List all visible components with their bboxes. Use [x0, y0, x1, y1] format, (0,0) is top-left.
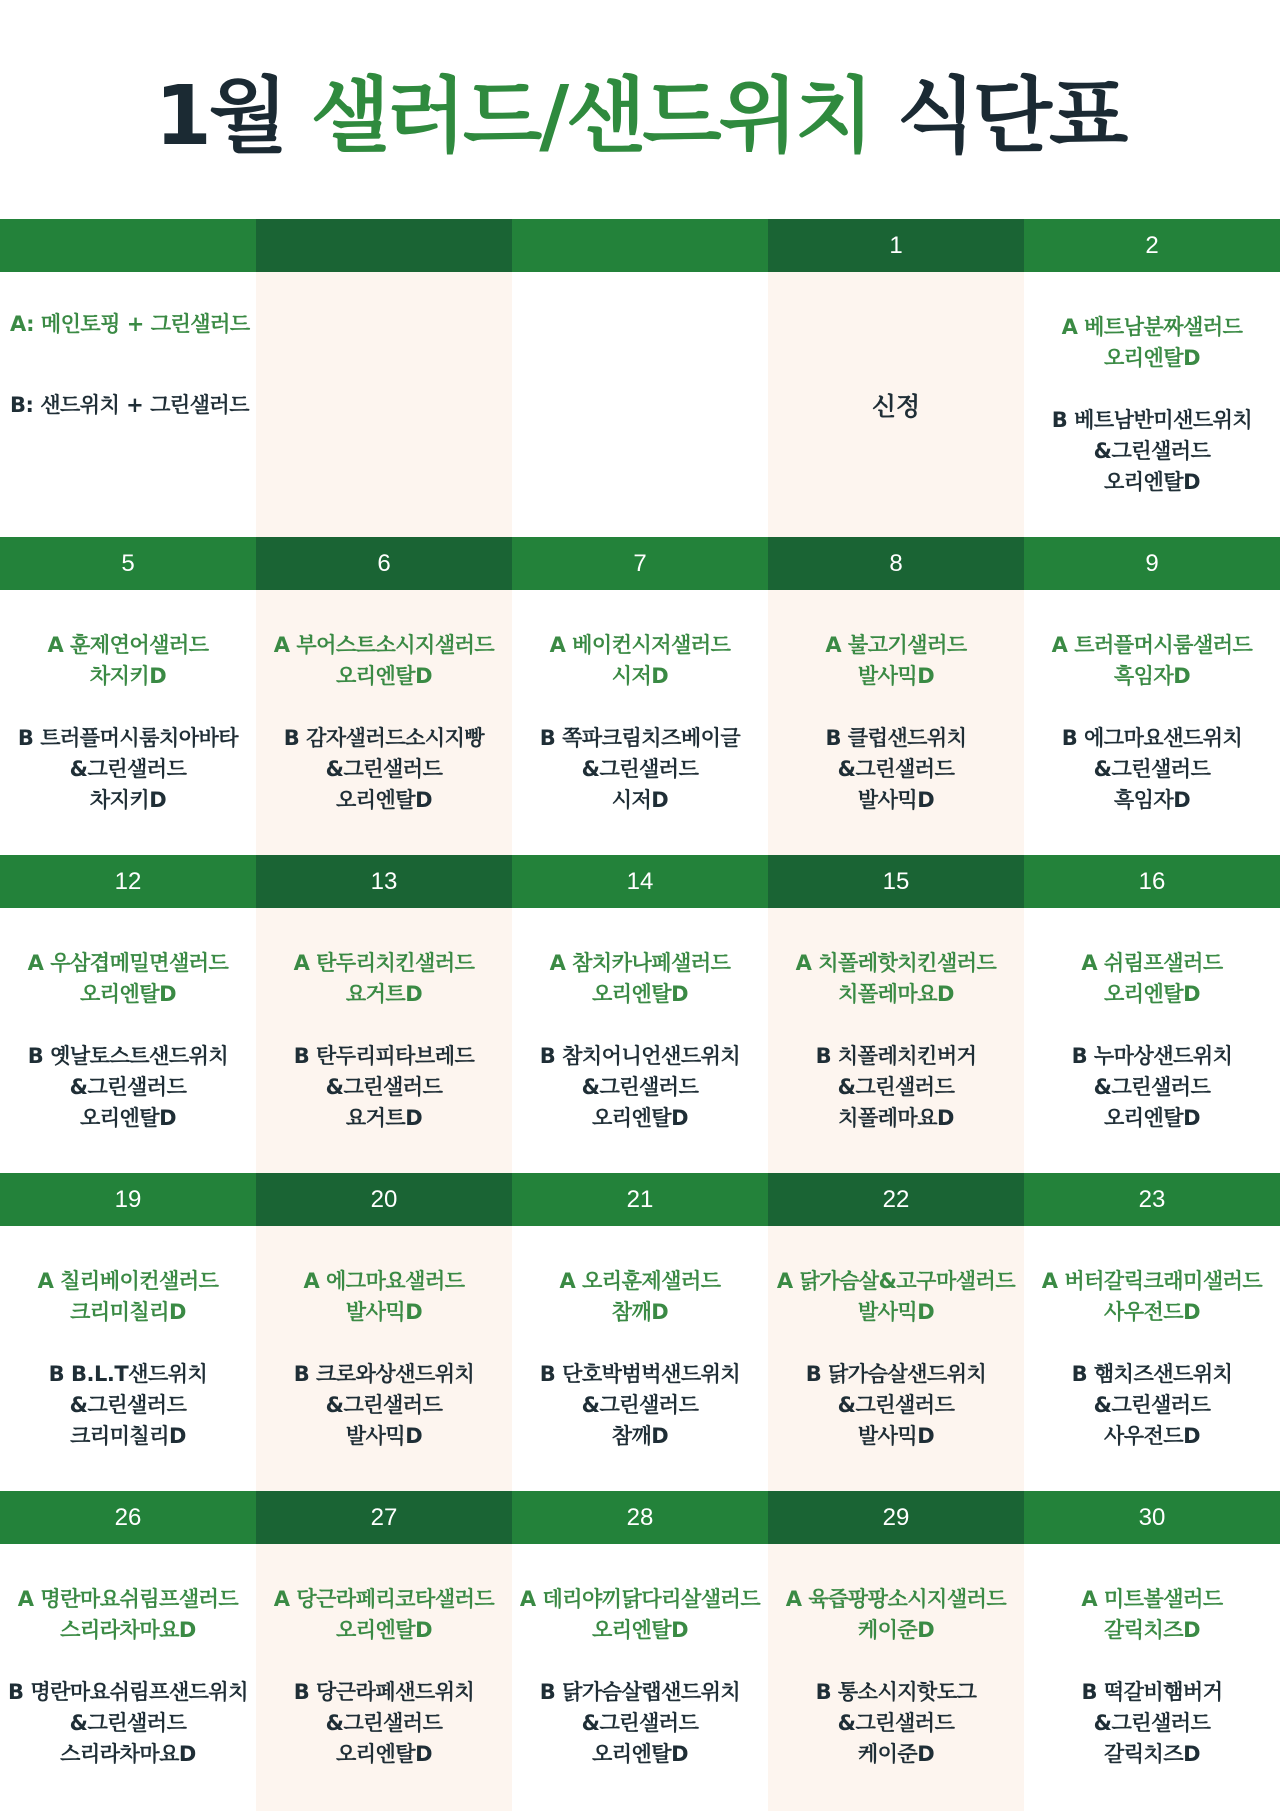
- day-cell-holiday: [768, 272, 1024, 537]
- menu-a-dressing: 갈릭치즈D: [1103, 1617, 1201, 1642]
- menu-b-name: B 트러플머시룸치아바타: [17, 725, 239, 750]
- menu-b-side: &그린샐러드: [1093, 1392, 1211, 1417]
- menu-a-dressing: 시저D: [611, 663, 669, 688]
- date-header: 22: [768, 1173, 1024, 1226]
- menu-b-name: B 치폴레치킨버거: [815, 1043, 977, 1068]
- menu-b-side: &그린샐러드: [69, 1392, 187, 1417]
- week-header-row: [0, 1173, 1280, 1226]
- day-cell: [768, 908, 1024, 1173]
- menu-b-name: B 쪽파크림치즈베이글: [539, 725, 741, 750]
- menu-a-name: A 부어스트소시지샐러드: [273, 632, 495, 657]
- day-cell: [512, 1544, 768, 1809]
- menu-a-name: A 데리야끼닭다리살샐러드: [519, 1586, 761, 1611]
- menu-b-side: &그린샐러드: [581, 1074, 699, 1099]
- menu-b-side: &그린샐러드: [1093, 1710, 1211, 1735]
- day-cell: [1024, 590, 1280, 855]
- menu-a-dressing: 발사믹D: [345, 1299, 423, 1324]
- menu-b-dressing: 오리엔탈D: [1103, 1105, 1201, 1130]
- menu-a-dressing: 오리엔탈D: [335, 663, 433, 688]
- menu-a-name: A 우삼겹메밀면샐러드: [27, 950, 229, 975]
- menu-b-name: B 크로와상샌드위치: [293, 1361, 475, 1386]
- menu-a-dressing: 오리엔탈D: [591, 1617, 689, 1642]
- menu-a-name: A 육즙팡팡소시지샐러드: [785, 1586, 1007, 1611]
- day-cell: [0, 908, 256, 1173]
- menu-b-dressing: 오리엔탈D: [335, 1741, 433, 1766]
- date-header: 5: [0, 537, 256, 590]
- menu-b-dressing: 오리엔탈D: [591, 1741, 689, 1766]
- menu-b-side: &그린샐러드: [581, 756, 699, 781]
- menu-a-name: A 오리훈제샐러드: [559, 1268, 721, 1293]
- day-cell: [0, 1544, 256, 1809]
- menu-a-dressing: 오리엔탈D: [79, 981, 177, 1006]
- menu-b-name: B B.L.T샌드위치: [48, 1361, 208, 1386]
- menu-b-side: &그린샐러드: [837, 1392, 955, 1417]
- day-cell: [1024, 272, 1280, 537]
- menu-b-side: &그린샐러드: [581, 1392, 699, 1417]
- title-highlight: 샐러드/샌드위치: [310, 69, 872, 164]
- date-header: 26: [0, 1491, 256, 1544]
- menu-a-dressing: 치폴레마요D: [838, 981, 954, 1006]
- legend-option-a: A: 메인토핑 + 그린샐러드: [10, 312, 250, 336]
- menu-b-dressing: 오리엔탈D: [591, 1105, 689, 1130]
- menu-b-side: &그린샐러드: [581, 1710, 699, 1735]
- date-header: 20: [256, 1173, 512, 1226]
- menu-b-dressing: 크리미칠리D: [70, 1423, 186, 1448]
- menu-a-dressing: 오리엔탈D: [1103, 981, 1201, 1006]
- menu-a-dressing: 스리라차마요D: [60, 1617, 196, 1642]
- week-header-row: [0, 1491, 1280, 1544]
- holiday-label: 신정: [871, 391, 921, 421]
- menu-b-side: &그린샐러드: [69, 1074, 187, 1099]
- menu-a-name: A 베트남분짜샐러드: [1061, 314, 1243, 339]
- menu-b-side: &그린샐러드: [837, 1710, 955, 1735]
- menu-a-dressing: 참깨D: [611, 1299, 669, 1324]
- menu-a-name: A 참치카나페샐러드: [549, 950, 731, 975]
- week-header-row: [0, 219, 1280, 272]
- menu-b-dressing: 요거트D: [345, 1105, 423, 1130]
- menu-b-dressing: 오리엔탈D: [335, 787, 433, 812]
- date-header: 1: [768, 219, 1024, 272]
- date-header: 23: [1024, 1173, 1280, 1226]
- menu-b-side: &그린샐러드: [837, 1074, 955, 1099]
- menu-a-dressing: 오리엔탈D: [591, 981, 689, 1006]
- menu-a-name: A 트러플머시룸샐러드: [1051, 632, 1253, 657]
- menu-a-dressing: 발사믹D: [857, 1299, 935, 1324]
- menu-b-side: &그린샐러드: [837, 756, 955, 781]
- page-title: [0, 62, 1280, 172]
- menu-a-dressing: 오리엔탈D: [335, 1617, 433, 1642]
- menu-legend: [0, 272, 256, 537]
- menu-b-name: B 햄치즈샌드위치: [1071, 1361, 1233, 1386]
- menu-b-side: &그린샐러드: [325, 1710, 443, 1735]
- menu-a-dressing: 차지키D: [89, 663, 167, 688]
- menu-a-dressing: 발사믹D: [857, 663, 935, 688]
- menu-a-name: A 버터갈릭크래미샐러드: [1041, 1268, 1263, 1293]
- menu-a-dressing: 요거트D: [345, 981, 423, 1006]
- menu-b-name: B 떡갈비햄버거: [1081, 1679, 1223, 1704]
- menu-b-name: B 누마상샌드위치: [1071, 1043, 1233, 1068]
- date-header: 15: [768, 855, 1024, 908]
- date-header: 7: [512, 537, 768, 590]
- menu-a-name: A 칠리베이컨샐러드: [37, 1268, 219, 1293]
- menu-a-name: A 명란마요쉬림프샐러드: [17, 1586, 239, 1611]
- day-cell: [0, 1226, 256, 1491]
- date-header: 12: [0, 855, 256, 908]
- date-header: 14: [512, 855, 768, 908]
- menu-b-side: &그린샐러드: [69, 1710, 187, 1735]
- day-cell: [0, 590, 256, 855]
- menu-a-name: A 탄두리치킨샐러드: [293, 950, 475, 975]
- menu-a-name: A 당근라페리코타샐러드: [273, 1586, 495, 1611]
- menu-b-name: B 단호박범벅샌드위치: [539, 1361, 741, 1386]
- legend-option-b: B: 샌드위치 + 그린샐러드: [10, 393, 250, 417]
- menu-b-name: B 클럽샌드위치: [825, 725, 967, 750]
- day-cell: [1024, 1544, 1280, 1809]
- menu-a-name: A 베이컨시저샐러드: [549, 632, 731, 657]
- menu-b-dressing: 케이준D: [857, 1741, 935, 1766]
- day-cell: [256, 1544, 512, 1809]
- date-header: [0, 219, 256, 272]
- menu-b-side: &그린샐러드: [1093, 438, 1211, 463]
- date-header: 9: [1024, 537, 1280, 590]
- menu-b-name: B 통소시지핫도그: [815, 1679, 977, 1704]
- menu-b-dressing: 갈릭치즈D: [1103, 1741, 1201, 1766]
- menu-b-dressing: 사우전드D: [1103, 1423, 1201, 1448]
- menu-a-dressing: 크리미칠리D: [70, 1299, 186, 1324]
- menu-b-dressing: 오리엔탈D: [79, 1105, 177, 1130]
- menu-b-name: B 닭가슴살랩샌드위치: [539, 1679, 741, 1704]
- title-suffix: 식단표: [896, 69, 1126, 164]
- menu-a-name: A 훈제연어샐러드: [47, 632, 209, 657]
- date-header: 28: [512, 1491, 768, 1544]
- date-header: 30: [1024, 1491, 1280, 1544]
- menu-b-dressing: 차지키D: [89, 787, 167, 812]
- menu-a-dressing: 오리엔탈D: [1103, 345, 1201, 370]
- date-header: 8: [768, 537, 1024, 590]
- menu-b-name: B 명란마요쉬림프샌드위치: [8, 1679, 248, 1704]
- date-header: 29: [768, 1491, 1024, 1544]
- date-header: 21: [512, 1173, 768, 1226]
- menu-b-name: B 당근라페샌드위치: [293, 1679, 475, 1704]
- day-cell: [768, 590, 1024, 855]
- menu-b-dressing: 시저D: [611, 787, 669, 812]
- day-cell: [1024, 908, 1280, 1173]
- menu-b-side: &그린샐러드: [1093, 1074, 1211, 1099]
- menu-a-name: A 불고기샐러드: [825, 632, 967, 657]
- menu-a-dressing: 흑임자D: [1113, 663, 1191, 688]
- date-header: 16: [1024, 855, 1280, 908]
- menu-b-side: &그린샐러드: [325, 756, 443, 781]
- menu-a-name: A 미트볼샐러드: [1081, 1586, 1223, 1611]
- week-header-row: [0, 855, 1280, 908]
- date-header: [512, 219, 768, 272]
- date-header: 27: [256, 1491, 512, 1544]
- day-cell: [768, 1544, 1024, 1809]
- menu-b-name: B 옛날토스트샌드위치: [27, 1043, 229, 1068]
- day-cell: [1024, 1226, 1280, 1491]
- title-month: 1월: [154, 69, 286, 164]
- day-cell: [512, 590, 768, 855]
- menu-b-dressing: 흑임자D: [1113, 787, 1191, 812]
- menu-a-dressing: 케이준D: [857, 1617, 935, 1642]
- menu-b-name: B 참치어니언샌드위치: [539, 1043, 741, 1068]
- menu-b-dressing: 발사믹D: [857, 1423, 935, 1448]
- menu-a-dressing: 사우전드D: [1103, 1299, 1201, 1324]
- menu-b-side: &그린샐러드: [69, 756, 187, 781]
- menu-b-side: &그린샐러드: [325, 1074, 443, 1099]
- menu-b-dressing: 오리엔탈D: [1103, 469, 1201, 494]
- menu-b-name: B 에그마요샌드위치: [1061, 725, 1243, 750]
- date-header: 19: [0, 1173, 256, 1226]
- menu-b-dressing: 발사믹D: [345, 1423, 423, 1448]
- menu-b-dressing: 스리라차마요D: [60, 1741, 196, 1766]
- menu-b-dressing: 치폴레마요D: [838, 1105, 954, 1130]
- menu-a-name: A 치폴레핫치킨샐러드: [795, 950, 997, 975]
- day-cell: [512, 1226, 768, 1491]
- menu-b-side: &그린샐러드: [325, 1392, 443, 1417]
- day-cell: [256, 1226, 512, 1491]
- day-cell: [768, 1226, 1024, 1491]
- day-cell: [256, 590, 512, 855]
- menu-b-dressing: 발사믹D: [857, 787, 935, 812]
- menu-b-dressing: 참깨D: [611, 1423, 669, 1448]
- day-cell: [512, 908, 768, 1173]
- menu-b-name: B 베트남반미샌드위치: [1051, 407, 1253, 432]
- menu-b-name: B 감자샐러드소시지빵: [283, 725, 485, 750]
- day-cell: [256, 908, 512, 1173]
- date-header: 6: [256, 537, 512, 590]
- week-header-row: [0, 537, 1280, 590]
- date-header: 2: [1024, 219, 1280, 272]
- menu-b-name: B 닭가슴살샌드위치: [805, 1361, 987, 1386]
- menu-a-name: A 쉬림프샐러드: [1081, 950, 1223, 975]
- menu-b-side: &그린샐러드: [1093, 756, 1211, 781]
- menu-a-name: A 닭가슴살&고구마샐러드: [776, 1268, 1016, 1293]
- menu-a-name: A 에그마요샐러드: [303, 1268, 465, 1293]
- menu-b-name: B 탄두리피타브레드: [293, 1043, 475, 1068]
- date-header: [256, 219, 512, 272]
- date-header: 13: [256, 855, 512, 908]
